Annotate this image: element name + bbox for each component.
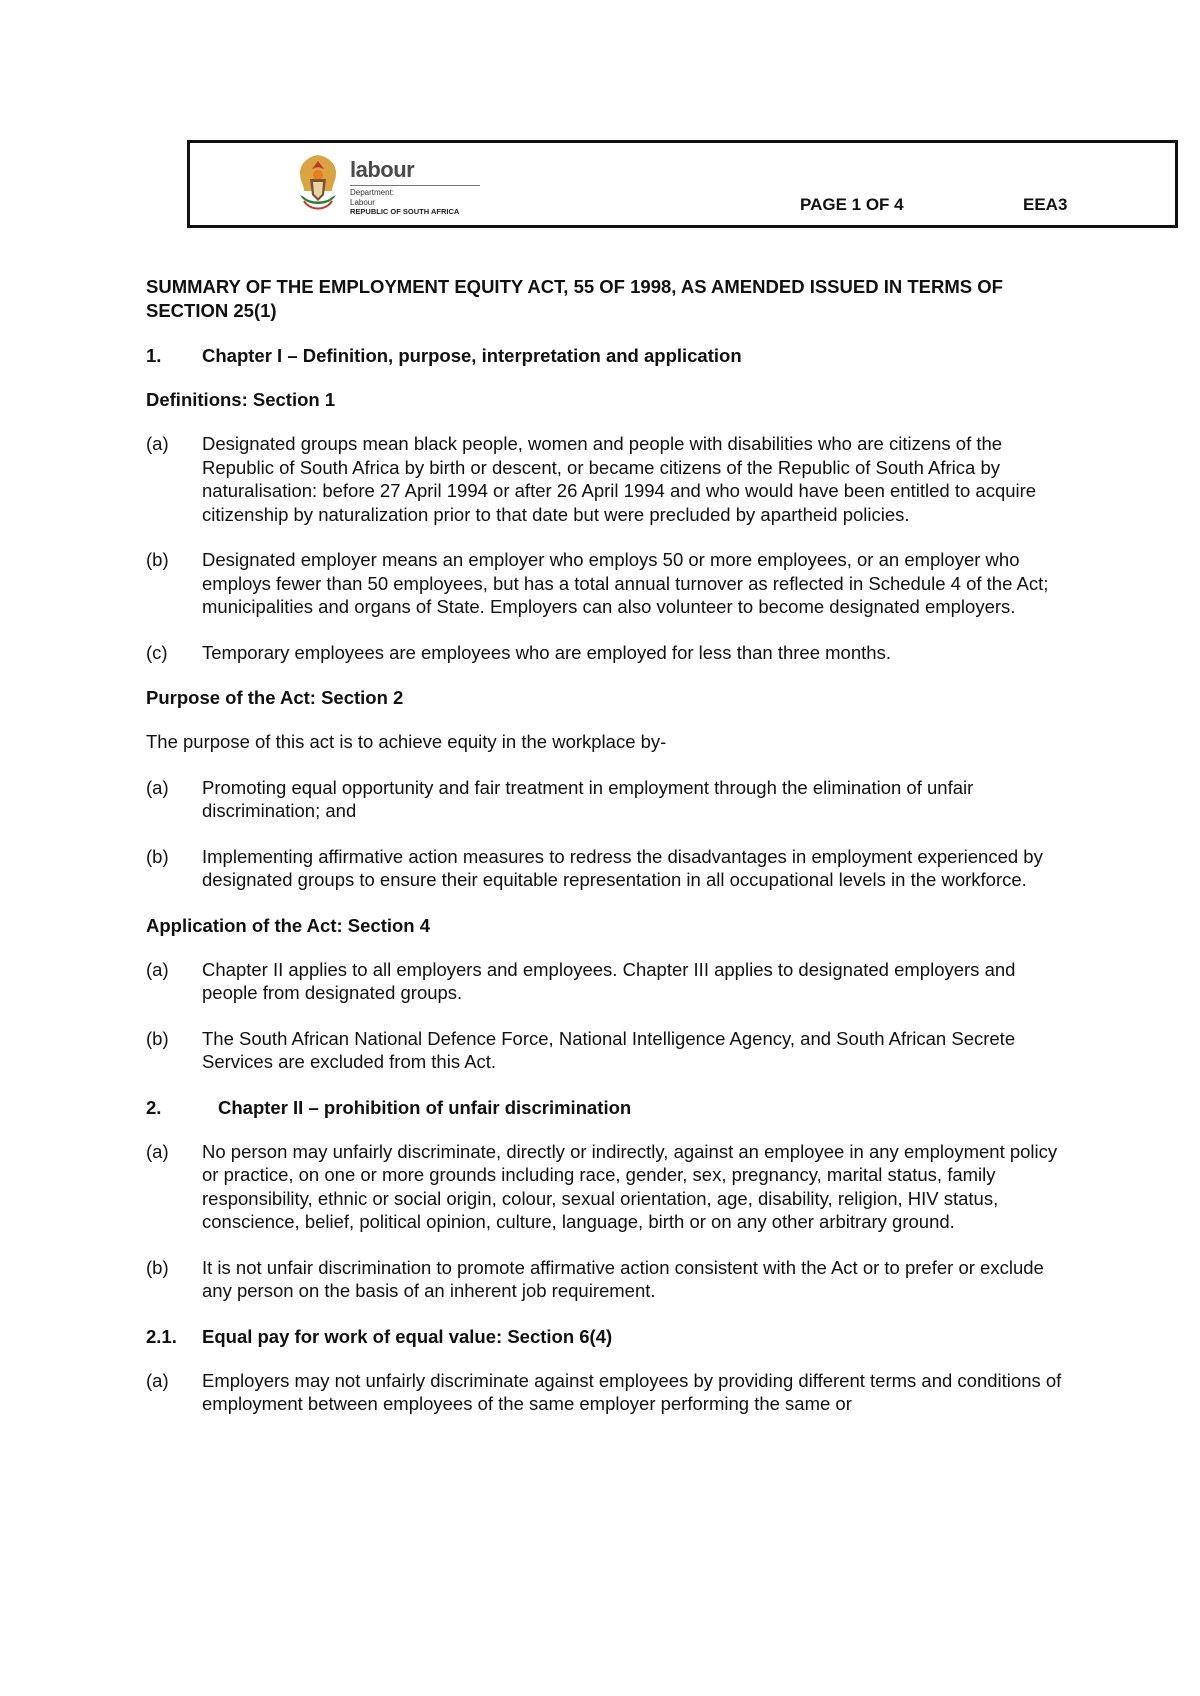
definitions-heading: Definitions: Section 1 <box>146 389 336 410</box>
list-item <box>146 641 1066 665</box>
department-logo <box>294 151 484 215</box>
application-heading: Application of the Act: Section 4 <box>146 914 431 936</box>
heading-number: 1. <box>146 345 162 366</box>
list-item <box>146 958 1066 1005</box>
document-body <box>146 275 1066 1438</box>
list-item <box>146 1027 1066 1074</box>
item-text: No person may unfairly discriminate, directly or indirectly, against an employee in any employment policy or practice, on one or more grounds including race, gender, sex, pregnancy, marital status, family responsibility, ethnic or social origin, colour, sexual orientation, age, disability, religion, HIV status, conscience, belief, political opinion, culture, language, birth or on any other arbitrary ground. <box>202 1140 1058 1232</box>
item-label: (b) <box>146 845 169 867</box>
purpose-intro: The purpose of this act is to achieve equity in the workplace by- <box>146 731 667 752</box>
document-title: SUMMARY OF THE EMPLOYMENT EQUITY ACT, 55 OF 1998, AS AMENDED ISSUED IN TERMS OF SECTION 25(1) <box>146 276 1003 321</box>
logo-department: Department: <box>350 188 395 197</box>
item-text: Temporary employees are employees who are employed for less than three months. <box>202 641 891 663</box>
item-label: (b) <box>146 549 169 570</box>
list-item <box>146 776 1066 823</box>
item-text: The South African National Defence Force, National Intelligence Agency, and South African Secrete Services are excluded from this Act. <box>202 1027 1016 1072</box>
item-text: Promoting equal opportunity and fair treatment in employment through the elimination of unfair discrimination; and <box>202 776 974 821</box>
item-label: (a) <box>146 776 169 798</box>
heading-text: Chapter II – prohibition of unfair discrimination <box>218 1096 632 1118</box>
logo-divider <box>350 185 480 186</box>
purpose-heading: Purpose of the Act: Section 2 <box>146 687 404 708</box>
item-label: (a) <box>146 433 169 454</box>
item-text: Designated employer means an employer who employs 50 or more employees, or an employer who employs fewer than 50 employees, but has a total annual turnover as reflected in Schedule 4 of the Act; municipalities and organs of State. Employers can also volunteer to become designated employers. <box>202 549 1049 617</box>
heading-number: 2. <box>146 1096 162 1118</box>
item-text: Chapter II applies to all employers and employees. Chapter III applies to designated employers and people from designated groups. <box>202 958 1016 1003</box>
item-text: It is not unfair discrimination to promote affirmative action consistent with the Act or to prefer or exclude any person on the basis of an inherent job requirement. <box>202 1256 1044 1301</box>
logo-country: REPUBLIC OF SOUTH AFRICA <box>350 207 460 216</box>
item-label: (a) <box>146 958 169 980</box>
item-label: (c) <box>146 641 168 663</box>
item-text: Designated groups mean black people, women and people with disabilities who are citizens of the Republic of South Africa by birth or descent, or became citizens of the Republic of South Africa by naturalisation: before 27 April 1994 or after 26 April 1994 and who would have been entitled to acquire citizenship by naturalization prior to that date but were precluded by apartheid policies. <box>202 433 1037 525</box>
list-item <box>146 1140 1066 1234</box>
list-item <box>146 1256 1066 1303</box>
coat-of-arms-icon <box>294 151 342 215</box>
form-code: EEA3 <box>1023 195 1068 214</box>
chapter-1-heading <box>146 344 1066 368</box>
section-2-1-heading <box>146 1325 1066 1349</box>
item-text: Employers may not unfairly discriminate against employees by providing different terms and conditions of employment between employees of the same employer performing the same or <box>202 1369 1062 1414</box>
heading-text: Chapter I – Definition, purpose, interpretation and application <box>202 345 742 366</box>
heading-text: Equal pay for work of equal value: Section 6(4) <box>202 1325 613 1347</box>
logo-labour: Labour <box>350 198 375 207</box>
item-label: (a) <box>146 1140 169 1162</box>
item-label: (b) <box>146 1256 169 1278</box>
page-header <box>187 140 1178 228</box>
item-label: (b) <box>146 1027 169 1049</box>
chapter-2-heading <box>146 1096 1066 1120</box>
logo-wordmark: labour <box>350 157 415 182</box>
list-item <box>146 845 1066 892</box>
heading-number: 2.1. <box>146 1325 177 1347</box>
page-number: PAGE 1 OF 4 <box>800 195 904 214</box>
list-item <box>146 548 1066 619</box>
item-label: (a) <box>146 1369 169 1391</box>
list-item <box>146 432 1066 526</box>
list-item <box>146 1369 1066 1416</box>
item-text: Implementing affirmative action measures to redress the disadvantages in employment experienced by designated groups to ensure their equitable representation in all occupational levels in the workforce. <box>202 845 1043 890</box>
